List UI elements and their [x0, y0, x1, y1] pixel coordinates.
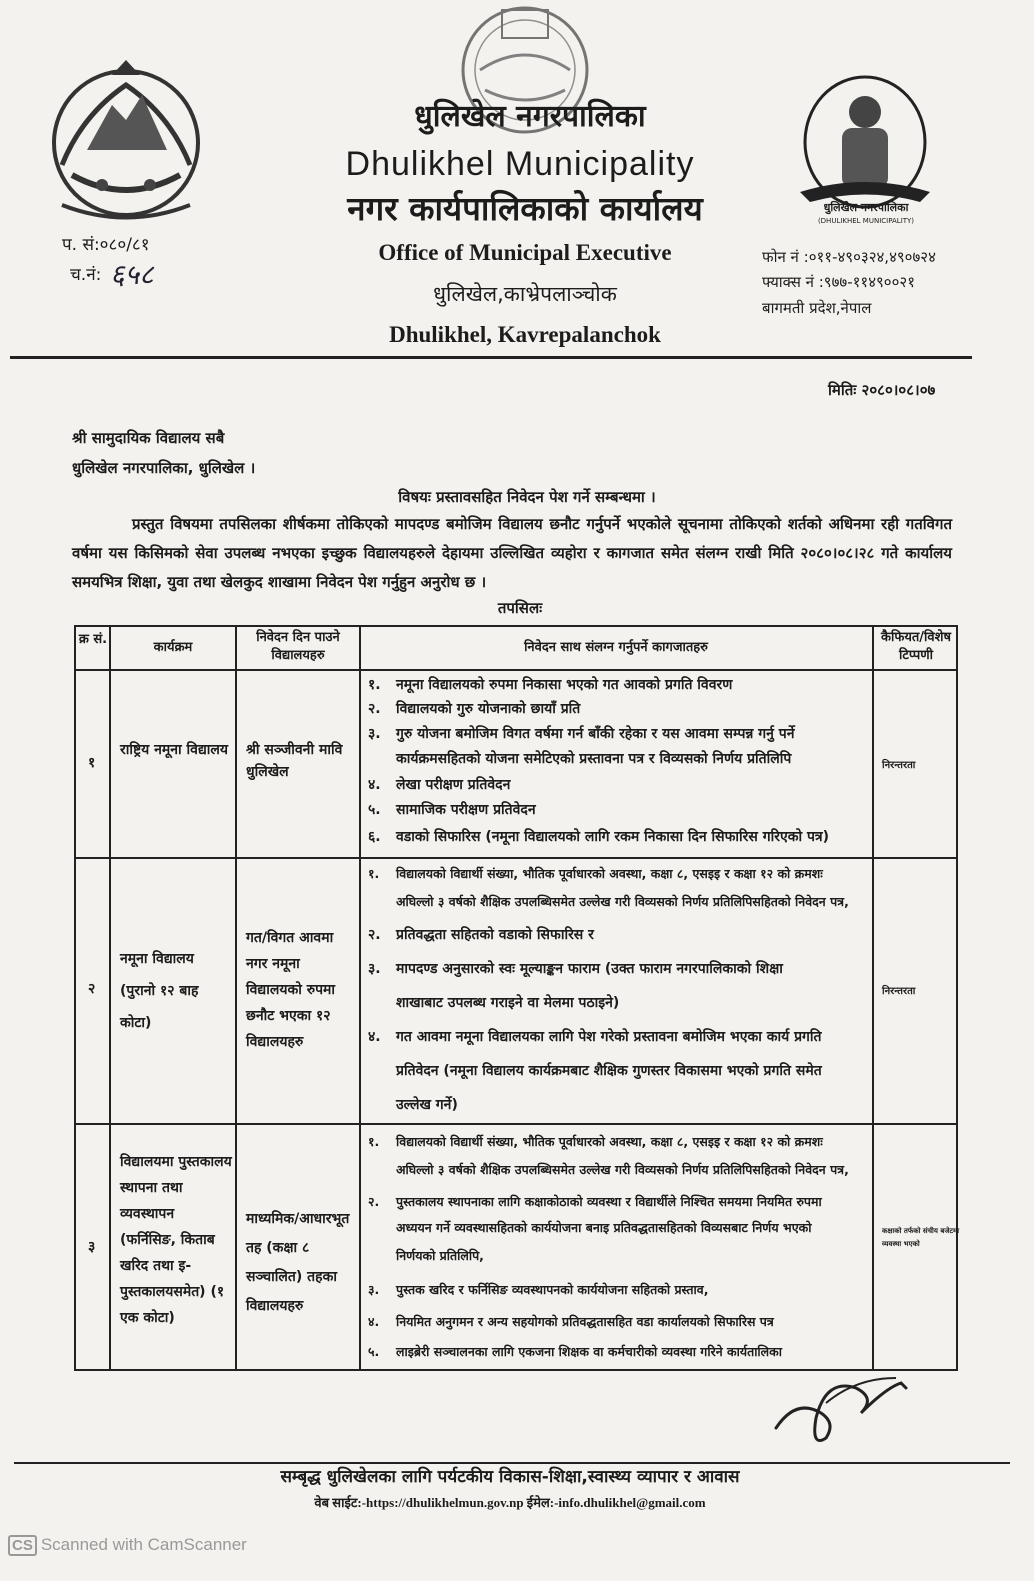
row-1-doc: ५. सामाजिक परीक्षण प्रतिवेदन — [368, 802, 536, 818]
row-2-doc: अघिल्लो ३ वर्षको शैक्षिक उपलब्धिसमेत उल्लेख गरी विव्यसको निर्णय प्रतिलिपिसहितको निवेदन पत्र, — [396, 894, 849, 909]
office-title-np: नगर कार्यपालिकाको कार्यालय — [347, 189, 703, 228]
logo-caption-en: (DHULIKHEL MUNICIPALITY) — [817, 217, 915, 225]
row-1-sn: १ — [88, 755, 96, 771]
row-2-doc: शाखाबाट उपलब्ध गराइने वा मेलमा पठाइने) — [396, 995, 620, 1011]
details-heading: तपसिलः — [497, 599, 543, 617]
row-2-doc: प्रतिवेदन (नमूना विद्यालय कार्यक्रमबाट शैक्षिक गुणस्तर विकासमा भएको प्रगति समेत — [396, 1063, 822, 1079]
row-3-remarks: कक्षाको तर्फको संचीय बजेटमा व्यवस्था भएको — [882, 1227, 960, 1248]
row-2-doc: १. विद्यालयको विद्यार्थी संख्या, भौतिक पूर्वाधारको अवस्था, कक्षा ८, एसइइ र कक्षा १२ को क्रमशः — [368, 866, 823, 881]
fiscal-year-reference: प. सं:०८०/८१ — [62, 235, 150, 255]
office-title-en: Office of Municipal Executive — [378, 240, 672, 265]
letter-body: प्रस्तुत विषयमा तपसिलका शीर्षकमा तोकिएको मापदण्ड बमोजिम विद्यालय छनौट गर्नुपर्ने भएकोले सूचनामा तोकिएको शर्तको अधिनमा रही गतविगत वर्षमा यस किसिमको सेवा उपलब्ध नभएका इच्छुक विद्यालयहरुले देहायमा उल्लिखित व्यहोरा र कागजात समेत संलग्न राखी मिति २०८०।०८।२८ गते कार्यालय समयभित्र शिक्षा, युवा तथा खेलकुद शाखामा निवेदन पेश गर्नुहुन अनुरोध छ । — [72, 515, 952, 591]
logo-caption-np: धुलिखेल नगरपालिका — [823, 201, 909, 214]
row-3-doc: निर्णयको प्रतिलिपि, — [396, 1248, 484, 1263]
row-2-doc: २. प्रतिवद्धता सहितको वडाको सिफारिस र — [368, 927, 594, 943]
camscanner-label: Scanned with CamScanner — [40, 1535, 247, 1554]
row-1-doc: ३. गुरु योजना बमोजिम विगत वर्षमा गर्न बाँकी रहेका र यस आवमा सम्पन्न गर्नु पर्ने — [368, 726, 795, 742]
header-eligible: निवेदन दिन पाउने विद्यालयहरु — [256, 630, 340, 663]
row-1-remarks: निरन्तरता — [882, 760, 916, 771]
official-signature — [766, 1358, 916, 1453]
row-3-doc: अघिल्लो ३ वर्षको शैक्षिक उपलब्धिसमेत उल्लेख गरी विव्यसको निर्णय प्रतिलिपिसहितको निवेदन पत्र, — [396, 1162, 849, 1177]
row-1-doc: ६. वडाको सिफारिस (नमूना विद्यालयको लागि रकम निकासा दिन सिफारिस गरिएको पत्र) — [368, 829, 830, 845]
row-1-doc: कार्यक्रमसहितको योजना समेटिएको प्रस्तावना पत्र र विव्यसको निर्णय प्रतिलिपि — [396, 751, 792, 767]
dispatch-number-handwritten: ६५८ — [110, 258, 154, 291]
row-3-doc: १. विद्यालयको विद्यार्थी संख्या, भौतिक पूर्वाधारको अवस्था, कक्षा ८, एसइइ र कक्षा १२ को क्रमशः — [368, 1134, 823, 1149]
row-1-doc: ४. लेखा परीक्षण प्रतिवेदन — [368, 777, 511, 793]
row-3-sn: ३ — [88, 1239, 96, 1255]
office-address-en: Dhulikhel, Kavrepalanchok — [389, 322, 661, 347]
header-program: कार्यक्रम — [153, 640, 193, 655]
row-2-doc: ४. गत आवमा नमूना विद्यालयका लागि पेश गरेको प्रस्तावना बमोजिम भएका कार्य प्रगति — [368, 1029, 822, 1045]
row-1-program: राष्ट्रिय नमूना विद्यालय — [120, 742, 229, 758]
row-1-eligible: श्री सञ्जीवनी मावि धुलिखेल — [246, 742, 343, 780]
row-2-remarks: निरन्तरता — [882, 986, 916, 997]
row-3-doc: २. पुस्तकालय स्थापनाका लागि कक्षाकोठाको व्यवस्था र विद्यार्थीले निश्चित समयमा नियमित रुपमा — [368, 1194, 822, 1209]
row-1-doc: २. विद्यालयको गुरु योजनाको छायाँ प्रति — [368, 701, 581, 717]
municipality-name-en: Dhulikhel Municipality — [345, 145, 695, 183]
row-2-doc: उल्लेख गर्ने) — [396, 1097, 458, 1113]
header-sn: क्र सं. — [78, 632, 108, 647]
dispatch-number-label: च.नं: — [70, 265, 102, 285]
camscanner-watermark — [8, 1535, 247, 1556]
row-3-program: विद्यालयमा पुस्तकालय स्थापना तथा व्यवस्थापन (फर्निसिङ, किताब खरिद तथा इ-पुस्तकालयसमेत) (१ एक कोटा) — [120, 1154, 232, 1326]
requirements-table — [74, 625, 958, 1371]
row-3-doc: अध्ययन गर्ने व्यवस्थासहितको कार्ययोजना बनाइ प्रतिवद्धतासहितको विव्यसबाट निर्णय भएको — [396, 1220, 812, 1235]
row-2-sn: २ — [88, 981, 96, 997]
row-3-doc: ३. पुस्तक खरिद र फर्निसिङ व्यवस्थापनको कार्ययोजना सहितको प्रस्ताव, — [368, 1282, 709, 1297]
municipality-name-np: धुलिखेल नगरपालिका — [414, 99, 646, 134]
header-divider — [10, 356, 972, 359]
letter-date: मितिः २०८०।०८।०७ — [828, 381, 936, 399]
fax-number: फ्याक्स नं :९७७-११४९००२१ — [762, 273, 916, 291]
nepal-emblem-logo — [42, 55, 210, 225]
row-3-doc: ५. लाइब्रेरी सञ्चालनका लागि एकजना शिक्षक वा कर्मचारीको व्यवस्था गरिने कार्यतालिका — [368, 1344, 782, 1359]
addressee-line-1: श्री सामुदायिक विद्यालय सबै — [72, 429, 225, 447]
row-3-eligible: माध्यमिक/आधारभूत तह (कक्षा ८ सञ्चालित) तहका विद्यालयहरु — [246, 1211, 350, 1314]
header-remarks: कैफियत/विशेष टिप्पणी — [880, 630, 952, 663]
row-2-eligible: गत/विगत आवमा नगर नमूना विद्यालयको रुपमा छनौट भएका १२ विद्यालयहरु — [246, 930, 336, 1050]
row-3-doc: ४. नियमित अनुगमन र अन्य सहयोगको प्रतिवद्धतासहित वडा कार्यालयको सिफारिस पत्र — [368, 1314, 774, 1329]
header-documents: निवेदन साथ संलग्न गर्नुपर्ने कागजातहरु — [524, 640, 708, 655]
row-2-doc: ३. मापदण्ड अनुसारको स्वः मूल्याङ्कन फाराम (उक्त फाराम नगरपालिकाको शिक्षा — [368, 961, 783, 977]
province: बागमती प्रदेश,नेपाल — [762, 299, 872, 317]
footer-motto: सम्बृद्ध धुलिखेलका लागि पर्यटकीय विकास-शिक्षा,स्वास्थ्य व्यापार र आवास — [280, 1467, 740, 1487]
row-2-program: नमूना विद्यालय (पुरानो १२ बाह कोटा) — [120, 951, 199, 1031]
addressee-line-2: धुलिखेल नगरपालिका, धुलिखेल । — [72, 459, 256, 477]
office-address-np: धुलिखेल,काभ्रेपलाञ्चोक — [433, 282, 617, 306]
letter-subject: विषयः प्रस्तावसहित निवेदन पेश गर्ने सम्बन्धमा । — [398, 488, 656, 506]
camscanner-icon: CS — [8, 1535, 37, 1556]
phone-number: फोन नं :०११-४९०३२४,४९०७२४ — [762, 248, 936, 266]
footer-contact: वेब साईट:-https://dhulikhelmun.gov.np ईमेल:-info.dhulikhel@gmail.com — [314, 1495, 706, 1510]
row-1-doc: १. नमूना विद्यालयको रुपमा निकासा भएको गत आवको प्रगति विवरण — [368, 677, 733, 693]
